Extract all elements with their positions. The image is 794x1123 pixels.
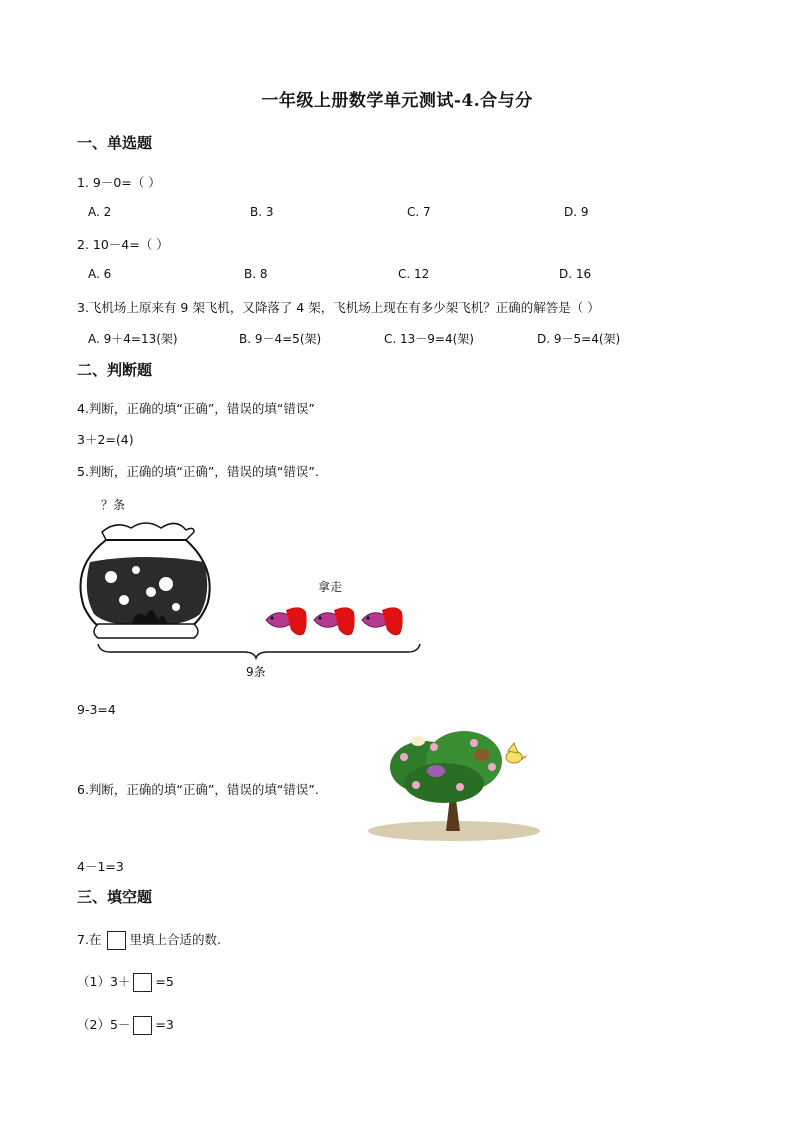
fish-icon [314, 607, 355, 635]
question-2-stem: 2. 10－4=（ ） [77, 237, 169, 252]
page-title: 一年级上册数学单元测试-4.合与分 [261, 91, 533, 111]
question-4-expression: 3＋2=(4) [77, 432, 134, 447]
question-7-stem-start: 7.在 [77, 932, 102, 947]
question-7-sub-1 [77, 972, 174, 992]
fish-icon [362, 607, 403, 635]
question-6-expression: 4－1=3 [77, 859, 124, 874]
tree-illustration [364, 727, 540, 845]
sub-1-start: （1）3＋ [77, 974, 131, 989]
bird-icon [506, 743, 528, 763]
fig-unknown-label: ？条 [101, 498, 126, 512]
answer-box-2[interactable] [133, 1016, 152, 1035]
sub-2-start: （2）5－ [77, 1017, 131, 1032]
section-heading-fill-blank: 三、填空题 [77, 888, 153, 906]
question-7-sub-2 [77, 1015, 174, 1035]
question-3-stem: 3.飞机场上原来有 9 架飞机，又降落了 4 架，飞机场上现在有多少架飞机？正确的解答是（ ） [77, 300, 600, 315]
sub-1-end: =5 [155, 974, 174, 989]
question-1-option-d[interactable]: D. 9 [564, 205, 589, 219]
question-2-option-a[interactable]: A. 6 [88, 267, 112, 281]
question-3-option-d[interactable]: D. 9－5=4(架) [537, 332, 621, 346]
question-7-stem-end: 里填上合适的数. [129, 932, 221, 947]
question-5-stem: 5.判断，正确的填“正确”，错误的填“错误”. [77, 464, 319, 479]
question-1-option-c[interactable]: C. 7 [407, 205, 431, 219]
question-1-option-a[interactable]: A. 2 [88, 205, 112, 219]
question-4-stem: 4.判断，正确的填“正确”，错误的填“错误” [77, 401, 315, 416]
question-5-expression: 9-3=4 [77, 702, 116, 717]
section-heading-single-choice: 一、单选题 [77, 134, 153, 152]
fishbowl-figure [76, 492, 426, 687]
question-3-option-c[interactable]: C. 13－9=4(架) [384, 332, 474, 346]
question-2-option-b[interactable]: B. 8 [244, 267, 268, 281]
answer-box [107, 931, 126, 950]
sub-2-end: =3 [155, 1017, 174, 1032]
question-2-option-d[interactable]: D. 16 [559, 267, 592, 281]
question-2-option-c[interactable]: C. 12 [398, 267, 430, 281]
question-3-option-b[interactable]: B. 9－4=5(架) [239, 332, 322, 346]
question-1-option-b[interactable]: B. 3 [250, 205, 274, 219]
fig-total-label: 9条 [246, 665, 266, 679]
question-6-stem: 6.判断，正确的填“正确”，错误的填“错误”. [77, 782, 319, 797]
question-1-stem: 1. 9－0=（ ） [77, 175, 161, 190]
section-heading-true-false: 二、判断题 [77, 361, 153, 379]
question-3-option-a[interactable]: A. 9＋4=13(架) [88, 332, 178, 346]
answer-box-1[interactable] [133, 973, 152, 992]
fig-take-label: 拿走 [318, 580, 343, 594]
fish-icon [266, 607, 307, 635]
question-7-stem [77, 930, 221, 950]
